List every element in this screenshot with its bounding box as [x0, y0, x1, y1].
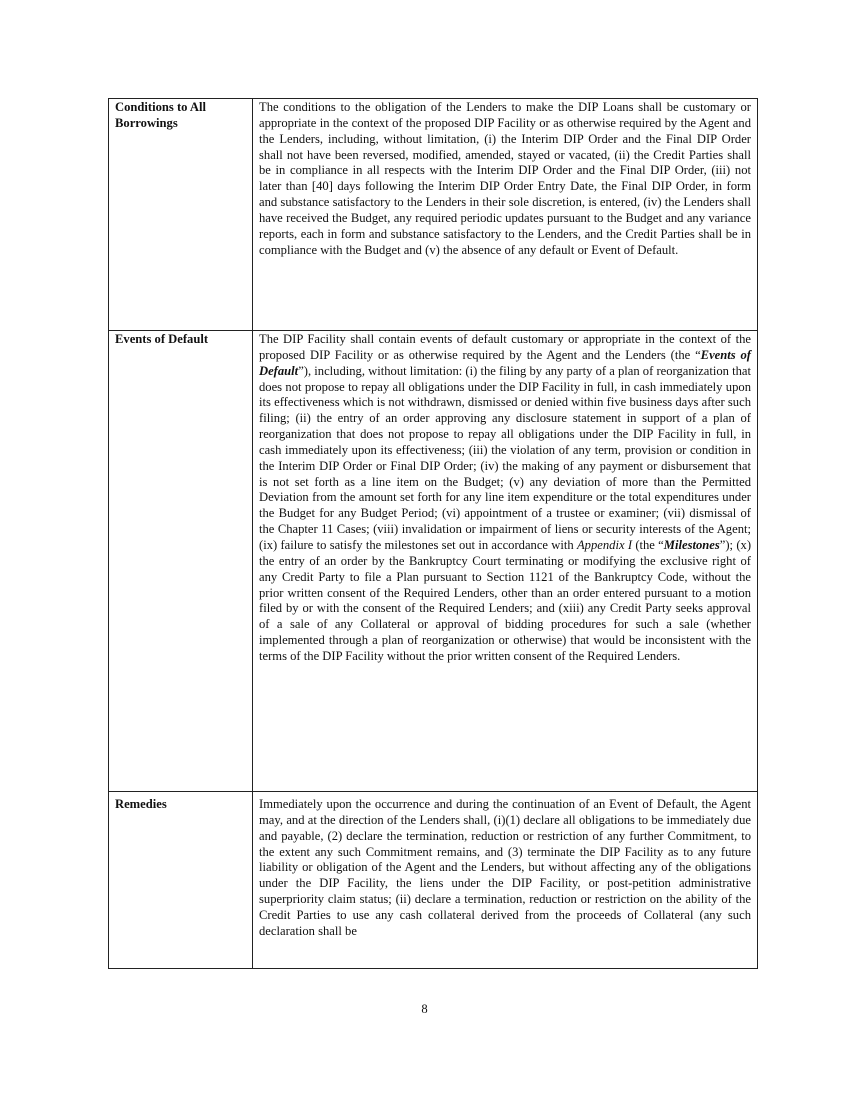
- term-sheet-table: [108, 98, 758, 969]
- appendix-reference: Appendix I: [576, 537, 633, 552]
- defined-term-events-of-default: Events of Default: [259, 347, 751, 378]
- body-text: The DIP Facility shall contain events of default customary or appropriate in the context of the proposed DIP Facility or as otherwise required by the Agent and the Lenders (the “: [259, 332, 751, 362]
- row-body: The conditions to the obligation of the Lenders to make the DIP Loans shall be customary or appropriate in the context of the proposed DIP Facility or as otherwise required by the Agent and the Lenders, including, without limitation, (i) the Interim DIP Order and the Final DIP Order shall not have been reversed, modified, amended, stayed or vacated, (ii) the Credit Parties shall be in compliance in all respects with the Interim DIP Order and the Final DIP Order, (iii) not later than [40] days following the Interim DIP Order Entry Date, the Final DIP Order, in form and substance satisfactory to the Lenders in their sole discretion, is entered, (iv) the Lenders shall have received the Budget, any required periodic updates pursuant to the Budget and any variance reports, each in form and substance satisfactory to the Lenders, and the Credit Parties shall be in compliance with the Budget and (v) the absence of any default or Event of Default.: [253, 99, 758, 331]
- row-label: Conditions to All Borrowings: [109, 99, 253, 331]
- row-body: Immediately upon the occurrence and during the continuation of an Event of Default, the Agent may, and at the direction of the Lenders shall, (i)(1) declare all obligations to be immediately due and payable, (2) declare the termination, reduction or restriction of any further Commitment, to the extent any such Commitment remains, and (3) terminate the DIP Facility as to any future liability or obligation of the Agent and the Lenders, but without affecting any of the obligations under the DIP Facility, the liens under the DIP Facility, or post-petition administrative superpriority claim status; (ii) declare a termination, reduction or restriction on the ability of the Credit Parties to use any cash collateral derived from the proceeds of Collateral (any such declaration shall be: [253, 792, 758, 969]
- body-text: (the “: [632, 537, 664, 552]
- row-body: [253, 331, 758, 792]
- row-label: Remedies: [109, 792, 253, 969]
- row-label: Events of Default: [109, 331, 253, 792]
- table-row-remedies: [109, 792, 758, 969]
- table-row-events-of-default: [109, 331, 758, 792]
- table-row-conditions-to-all-borrowings: [109, 99, 758, 331]
- body-text: ”); (x) the entry of an order by the Bankruptcy Court terminating or modifying the exclusive right of any Credit Party to file a Plan pursuant to Section 1121 of the Bankruptcy Code, without the prior written consent of the Required Lenders, other than an order entered pursuant to a motion filed by or with the consent of the Required Lenders; and (xiii) any Credit Party seeks approval of a sale of any Collateral or approval of bidding procedures for such a sale (whether implemented through a plan of reorganization or otherwise) that would be inconsistent with the terms of the DIP Facility without the prior written consent of the Required Lenders.: [259, 537, 752, 663]
- body-text: ”), including, without limitation: (i) the filing by any party of a plan of reorganization that does not propose to repay all obligations under the DIP Facility in full, in cash immediately upon its effectiveness which is not withdrawn, dismissed or denied within five business days after such filing; (ii) the entry of an order approving any disclosure statement in support of a plan of reorganization that does not propose to repay all obligations under the DIP Facility in full, in cash immediately upon its effectiveness; (iii) the violation of any term, provision or condition in the Interim DIP Order or Final DIP Order; (iv) the making of any payment or disbursement that is not set forth as a line item on the Budget; (v) any deviation of more than the Permitted Deviation from the amount set forth for any line item expenditure or the total expenditures under the Budget for any Budget Period; (vi) appointment of a trustee or examiner; (vii) dismissal of the Chapter 11 Cases; (viii) invalidation or impairment of liens or security interests of the Agent; (ix) failure to satisfy the milestones set out in accordance with: [259, 363, 751, 552]
- page-number: 8: [421, 1002, 428, 1016]
- defined-term-milestones: Milestones: [663, 537, 720, 552]
